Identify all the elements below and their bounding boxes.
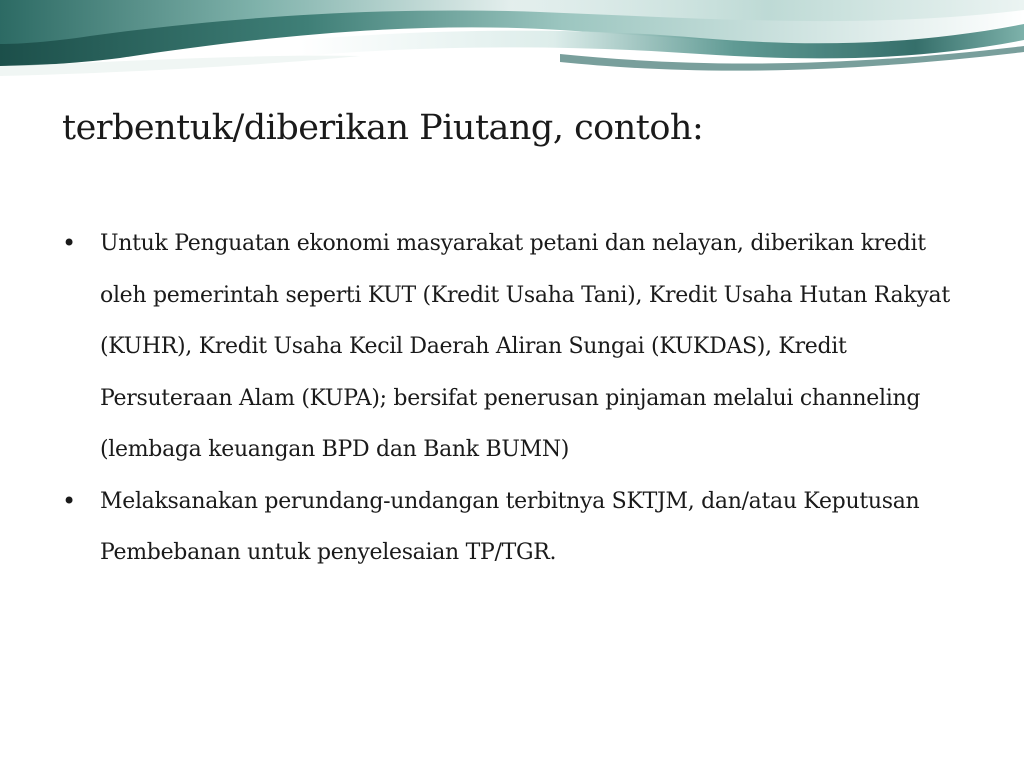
slide-title: terbentuk/diberikan Piutang, contoh:	[62, 108, 704, 148]
bullet-text: Untuk Penguatan ekonomi masyarakat petani dan nelayan, diberikan kredit oleh pemerintah seperti KUT (Kredit Usaha Tani), Kredit Usaha Hutan Rakyat (KUHR), Kredit Usaha Kecil Daerah Aliran Sungai (KUKDAS), Kredit Persuteraan Alam (KUPA); bersifat penerusan pinjaman melalui channeling (lembaga keuangan BPD dan Bank BUMN)	[100, 231, 950, 462]
bullet-item	[62, 218, 972, 476]
bullet-item	[62, 476, 972, 579]
bullet-list	[62, 218, 972, 579]
bullet-dot-icon: •	[62, 486, 76, 515]
wave-banner-decoration	[0, 0, 1024, 80]
bullet-text: Melaksanakan perundang-undangan terbitnya SKTJM, dan/atau Keputusan Pembebanan untuk penyelesaian TP/TGR.	[100, 488, 920, 565]
bullet-dot-icon: •	[62, 229, 76, 257]
